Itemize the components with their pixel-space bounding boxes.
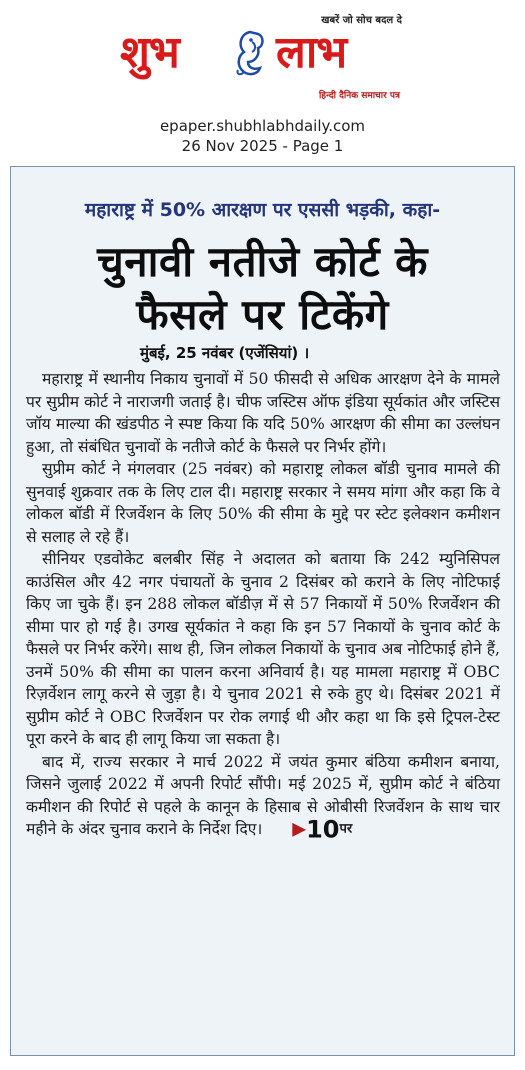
masthead-subtitle: हिन्दी दैनिक समाचार पत्र [318, 91, 400, 101]
article-paragraph: सीनियर एडवोकेट बलबीर सिंह ने अदालत को बताया कि 242 म्युनिसिपल काउंसिल और 42 नगर पंचायतों के चुनाव 2 दिसंबर को कराने के लिए नोटिफाई किए जा चुके हैं। इन 288 लोकल बॉडीज़ में से 57 निकायों में 50% रिजर्वेशन की सीमा पार हो गई है। उगख सूर्यकांत ने कहा कि इन 57 निकायों के चुनाव कोर्ट के फैसले पर निर्भर करेंगे। साथ ही, जिन लोकल निकायों के चुनाव अब नोटिफाई होने हैं, उनमें 50% की सीमा का पालन करना अनिवार्य है। यह मामला महाराष्ट्र में OBC रिज़र्वेशन लागू करने से जुड़ा है। ये चुनाव 2021 से रुके हुए थे। दिसंबर 2021 में सुप्रीम कोर्ट ने OBC रिजर्वेशन पर रोक लगाई थी और कहा था कि इसे ट्रिपल-टेस्ट पूरा करने के बाद ही लागू किया जा सकता है। [26, 550, 500, 748]
article-paragraph: महाराष्ट्र में स्थानीय निकाय चुनावों में 50 फीसदी से अधिक आरक्षण देने के मामले पर सुप्रीम कोर्ट ने नाराजगी जताई है। चीफ जस्टिस ऑफ इंडिया सूर्यकांत और जस्टिस जॉय माल्या की खंडपीठ ने स्पष्ट किया कि यदि 50% आरक्षण की सीमा का उल्लंघन हुआ, तो संबंधित चुनावों के नतीजे कोर्ट के फैसले पर निर्भर होंगे। [26, 370, 500, 456]
source-url: epaper.shubhlabhdaily.com [159, 117, 366, 135]
logo-left-word: शुभ [120, 27, 179, 78]
headline-line-1: चुनावी नतीजे कोर्ट के [97, 237, 428, 286]
article-body [26, 368, 500, 844]
article-paragraph: सुप्रीम कोर्ट ने मंगलवार (25 नवंबर) को महाराष्ट्र लोकल बॉडी चुनाव मामले की सुनवाई शुक्रवार तक के लिए टाल दी। महाराष्ट्र सरकार ने समय मांगा और कहा कि वे लोकल बॉडी में रिजर्वेशन के लिए 50% की सीमा के मुद्दे पर स्टेट इलेक्शन कमीशन से सलाह ले रहे हैं। [26, 460, 500, 546]
article-dateline: मुंबई, 25 नवंबर (एजेंसियां) । [140, 344, 310, 362]
continued-jump [276, 815, 353, 844]
article-paragraph-last [26, 751, 500, 844]
play-arrow-icon: ▶ [292, 818, 307, 840]
logo-right-word: लाभ [276, 27, 347, 78]
source-date-page: 26 Nov 2025 - Page 1 [181, 137, 344, 155]
headline-line-2: फैसले पर टिकेंगे [136, 290, 389, 339]
masthead [116, 2, 412, 110]
article-kicker: महाराष्ट्र में 50% आरक्षण पर एससी भड़की, कहा- [84, 199, 441, 221]
continued-page-number: 10 [306, 815, 340, 844]
masthead-tagline: खबरें जो सोच बदल दे [321, 15, 402, 26]
continued-suffix: पर [339, 821, 353, 837]
ganesha-logo-icon [230, 28, 270, 80]
article-paragraph-text: बाद में, राज्य सरकार ने मार्च 2022 में जयंत कुमार बंठिया कमीशन बनाया, जिसने जुलाई 2022 में अपनी रिपोर्ट सौंपी। मई 2025 में, सुप्रीम कोर्ट ने बंठिया कमीशन की रिपोर्ट से पहले के कानून के हिसाब से ओबीसी रिजर्वेशन के साथ चार महीने के अंदर चुनाव कराने के निर्देश दिए। [26, 752, 500, 838]
